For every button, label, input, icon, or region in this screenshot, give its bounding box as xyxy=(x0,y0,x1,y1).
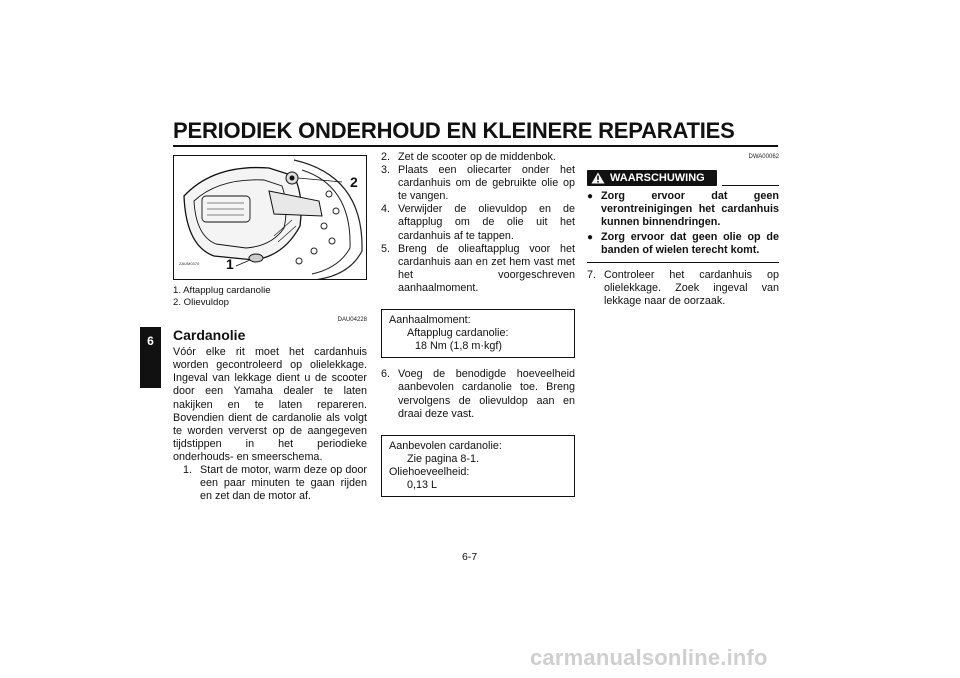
step-text: Voeg de benodigde hoeveelheid aanbevolen cardanolie toe. Breng vervolgens de olievuldop aan en draai deze vast. xyxy=(398,368,575,420)
step-item xyxy=(381,203,575,242)
spec-title: Aanhaalmoment: xyxy=(389,314,471,327)
warning-item xyxy=(587,231,779,257)
step-text: Plaats een oliecarter onder het cardanhuis om de gebruikte olie op te vangen. xyxy=(398,164,575,203)
step-number: 5. xyxy=(381,242,391,255)
step-number: 1. xyxy=(183,464,193,477)
warning-text: Zorg ervoor dat geen verontreinigingen het cardanhuis kunnen binnendringen. xyxy=(601,190,779,229)
drive-shaft-drawing xyxy=(174,156,367,280)
warning-code: DWA00062 xyxy=(748,154,779,160)
callout-drain-plug: 1 xyxy=(226,256,234,272)
spec-item: Aftapplug cardanolie: xyxy=(407,327,509,340)
section-heading: Cardanolie xyxy=(173,327,246,344)
column-1 xyxy=(173,155,367,503)
warning-item xyxy=(587,190,779,229)
spec-value: 18 Nm (1,8 m·kgf) xyxy=(415,340,502,353)
column-3 xyxy=(587,151,779,308)
step-number: 6. xyxy=(381,368,391,381)
step-text: Start de motor, warm deze op door een paar minuten te gaan rijden en zet dan de motor af. xyxy=(200,464,367,503)
bullet-icon: ● xyxy=(587,191,594,203)
drive-shaft-illustration xyxy=(173,155,367,280)
warning-label: WAARSCHUWING xyxy=(610,171,705,184)
step-item xyxy=(587,269,779,308)
spec-ref: Zie pagina 8-1. xyxy=(407,452,480,465)
header-rule xyxy=(173,145,778,147)
step-item xyxy=(381,243,575,295)
step-number: 3. xyxy=(381,164,391,177)
spec-title: Aanbevolen cardanolie: xyxy=(389,439,502,452)
watermark-text: carmanualsonline.info xyxy=(530,645,768,670)
warning-header xyxy=(587,170,779,188)
step-text: Controleer het cardanhuis op olielekkage. Zoek ingeval van lekkage naar de oorzaak. xyxy=(604,268,779,307)
step-item xyxy=(381,164,575,203)
callout-filler-cap: 2 xyxy=(350,174,358,190)
caption-item: 2. Olievuldop xyxy=(173,296,229,308)
warning-rule xyxy=(722,185,779,186)
warning-bottom-rule xyxy=(587,262,779,263)
oil-spec-box xyxy=(381,435,575,497)
column-2 xyxy=(381,151,575,507)
figure-captions xyxy=(173,285,367,308)
page-title: PERIODIEK ONDERHOUD EN KLEINERE REPARATIES xyxy=(173,118,735,143)
step-item xyxy=(183,464,367,503)
intro-paragraph: Vóór elke rit moet het cardanhuis worden gecontroleerd op olielekkage. Ingeval van lekkage dient u de scooter door een Yamaha dealer te laten nakijken en te laten repareren. Bovendien dient de cardanolie als volgt te worden ververst op de aangegeven tijdstippen in het periodieke onderhouds- en smeerschema. xyxy=(173,346,367,463)
spec-qty-label: Oliehoeveelheid: xyxy=(389,465,470,478)
warning-badge xyxy=(587,170,717,186)
section-code: DAU04228 xyxy=(337,317,367,323)
step-text: Verwijder de olievuldop en de aftapplug om de olie uit het cardanhuis af te tappen. xyxy=(398,203,575,242)
torque-spec-box xyxy=(381,309,575,358)
step-number: 2. xyxy=(381,151,391,163)
page-number: 6-7 xyxy=(462,551,478,563)
warning-text: Zorg ervoor dat geen olie op de banden of wielen terecht komt. xyxy=(601,231,779,257)
step-item xyxy=(381,151,575,164)
chapter-tab: 6 xyxy=(140,327,161,388)
step-number: 4. xyxy=(381,203,391,216)
figure-code: ZAUM0370 xyxy=(179,260,200,266)
step-text: Zet de scooter op de middenbok. xyxy=(398,151,556,163)
step-number: 7. xyxy=(587,268,597,281)
spec-qty-value: 0,13 L xyxy=(407,478,438,491)
step-item xyxy=(381,368,575,420)
bullet-icon: ● xyxy=(587,232,594,244)
step-text: Breng de olieaftapplug voor het cardanhuis aan en zet hem vast met het voorgeschreven aanhaalmoment. xyxy=(398,242,575,294)
warning-triangle-icon xyxy=(591,172,605,184)
caption-item: 1. Aftapplug cardanolie xyxy=(173,285,271,296)
